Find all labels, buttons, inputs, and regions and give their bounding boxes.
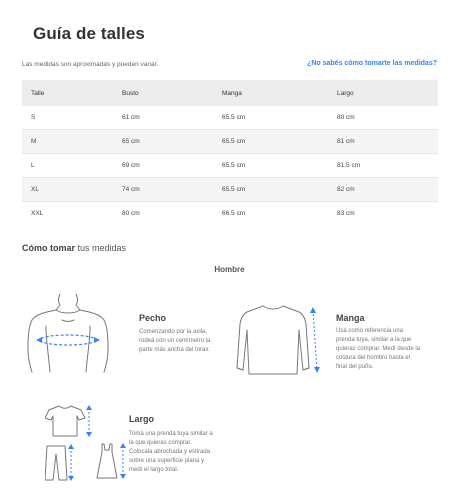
chest-description <box>139 328 210 355</box>
table-row <box>22 130 438 153</box>
how-to-measure-link[interactable]: ¿No sabés cómo tomarte las medidas? <box>307 60 437 67</box>
header-sleeve: Manga <box>222 89 242 97</box>
length-cell: 82 cm <box>337 186 355 193</box>
how-to-measure-title <box>22 243 126 253</box>
length-cell: 81.5 cm <box>337 162 361 169</box>
chest-desc-line: Comenzando por la axila, <box>139 329 208 335</box>
sleeve-cell: 65.5 cm <box>222 138 246 145</box>
sleeve-desc-line: costura del hombro hasta el <box>336 355 411 361</box>
bust-cell: 80 cm <box>122 210 140 217</box>
sleeve-desc-line: final del puño. <box>336 364 374 370</box>
chest-title: Pecho <box>139 313 167 323</box>
length-cell: 83 cm <box>337 210 355 217</box>
chest-measure-icon <box>22 290 114 374</box>
how-to-measure-title-rest: tus medidas <box>75 243 127 253</box>
bust-cell: 65 cm <box>122 138 140 145</box>
chest-desc-line: parte más ancha del torax. <box>139 347 211 353</box>
length-cell: 80 cm <box>337 114 355 121</box>
length-desc-line: Colocala abrochada y estirada <box>129 449 211 455</box>
size-table-header <box>22 80 438 106</box>
size-cell: XL <box>31 186 39 193</box>
sleeve-cell: 66.5 cm <box>222 210 246 217</box>
size-table <box>22 80 438 225</box>
sleeve-desc-line: quieras comprar. Medí desde la <box>336 346 421 352</box>
sleeve-desc-line: Usá como referencia una <box>336 328 404 334</box>
header-length: Largo <box>337 89 354 97</box>
sleeve-cell: 65.5 cm <box>222 162 246 169</box>
gender-label: Hombre <box>214 265 245 274</box>
length-description <box>129 430 213 475</box>
sleeve-cell: 65.5 cm <box>222 114 246 121</box>
size-cell: L <box>31 162 35 169</box>
header-size: Talle <box>31 89 45 97</box>
length-cell: 81 cm <box>337 138 355 145</box>
length-title: Largo <box>129 414 155 424</box>
length-desc-line: sobre una superficie plana y <box>129 458 205 464</box>
table-row <box>22 106 438 129</box>
table-row <box>22 178 438 201</box>
size-cell: M <box>31 138 37 145</box>
sleeve-title: Manga <box>336 313 365 323</box>
bust-cell: 69 cm <box>122 162 140 169</box>
sleeve-desc-line: prenda tuya, similar a la que <box>336 337 412 343</box>
chest-desc-line: rodeá con un centímetro la <box>139 338 211 344</box>
page-title: Guía de talles <box>33 24 145 43</box>
size-cell: S <box>31 114 36 121</box>
sleeve-measure-icon <box>233 300 321 378</box>
length-desc-line: medí el largo total. <box>129 467 179 473</box>
table-row <box>22 202 438 225</box>
measurements-note: Las medidas son aproximadas y pueden variar. <box>22 61 159 68</box>
header-bust: Busto <box>122 89 139 97</box>
bust-cell: 61 cm <box>122 114 140 121</box>
sleeve-description <box>336 327 420 372</box>
bust-cell: 74 cm <box>122 186 140 193</box>
length-desc-line: Tomá una prenda tuya similar a <box>129 431 213 437</box>
dress-length-icon <box>95 442 129 482</box>
sleeve-cell: 65.5 cm <box>222 186 246 193</box>
how-to-measure-title-bold: Cómo tomar <box>22 243 76 253</box>
table-row <box>22 154 438 177</box>
size-cell: XXL <box>31 210 44 217</box>
length-desc-line: la que quieras comprar. <box>129 440 192 446</box>
